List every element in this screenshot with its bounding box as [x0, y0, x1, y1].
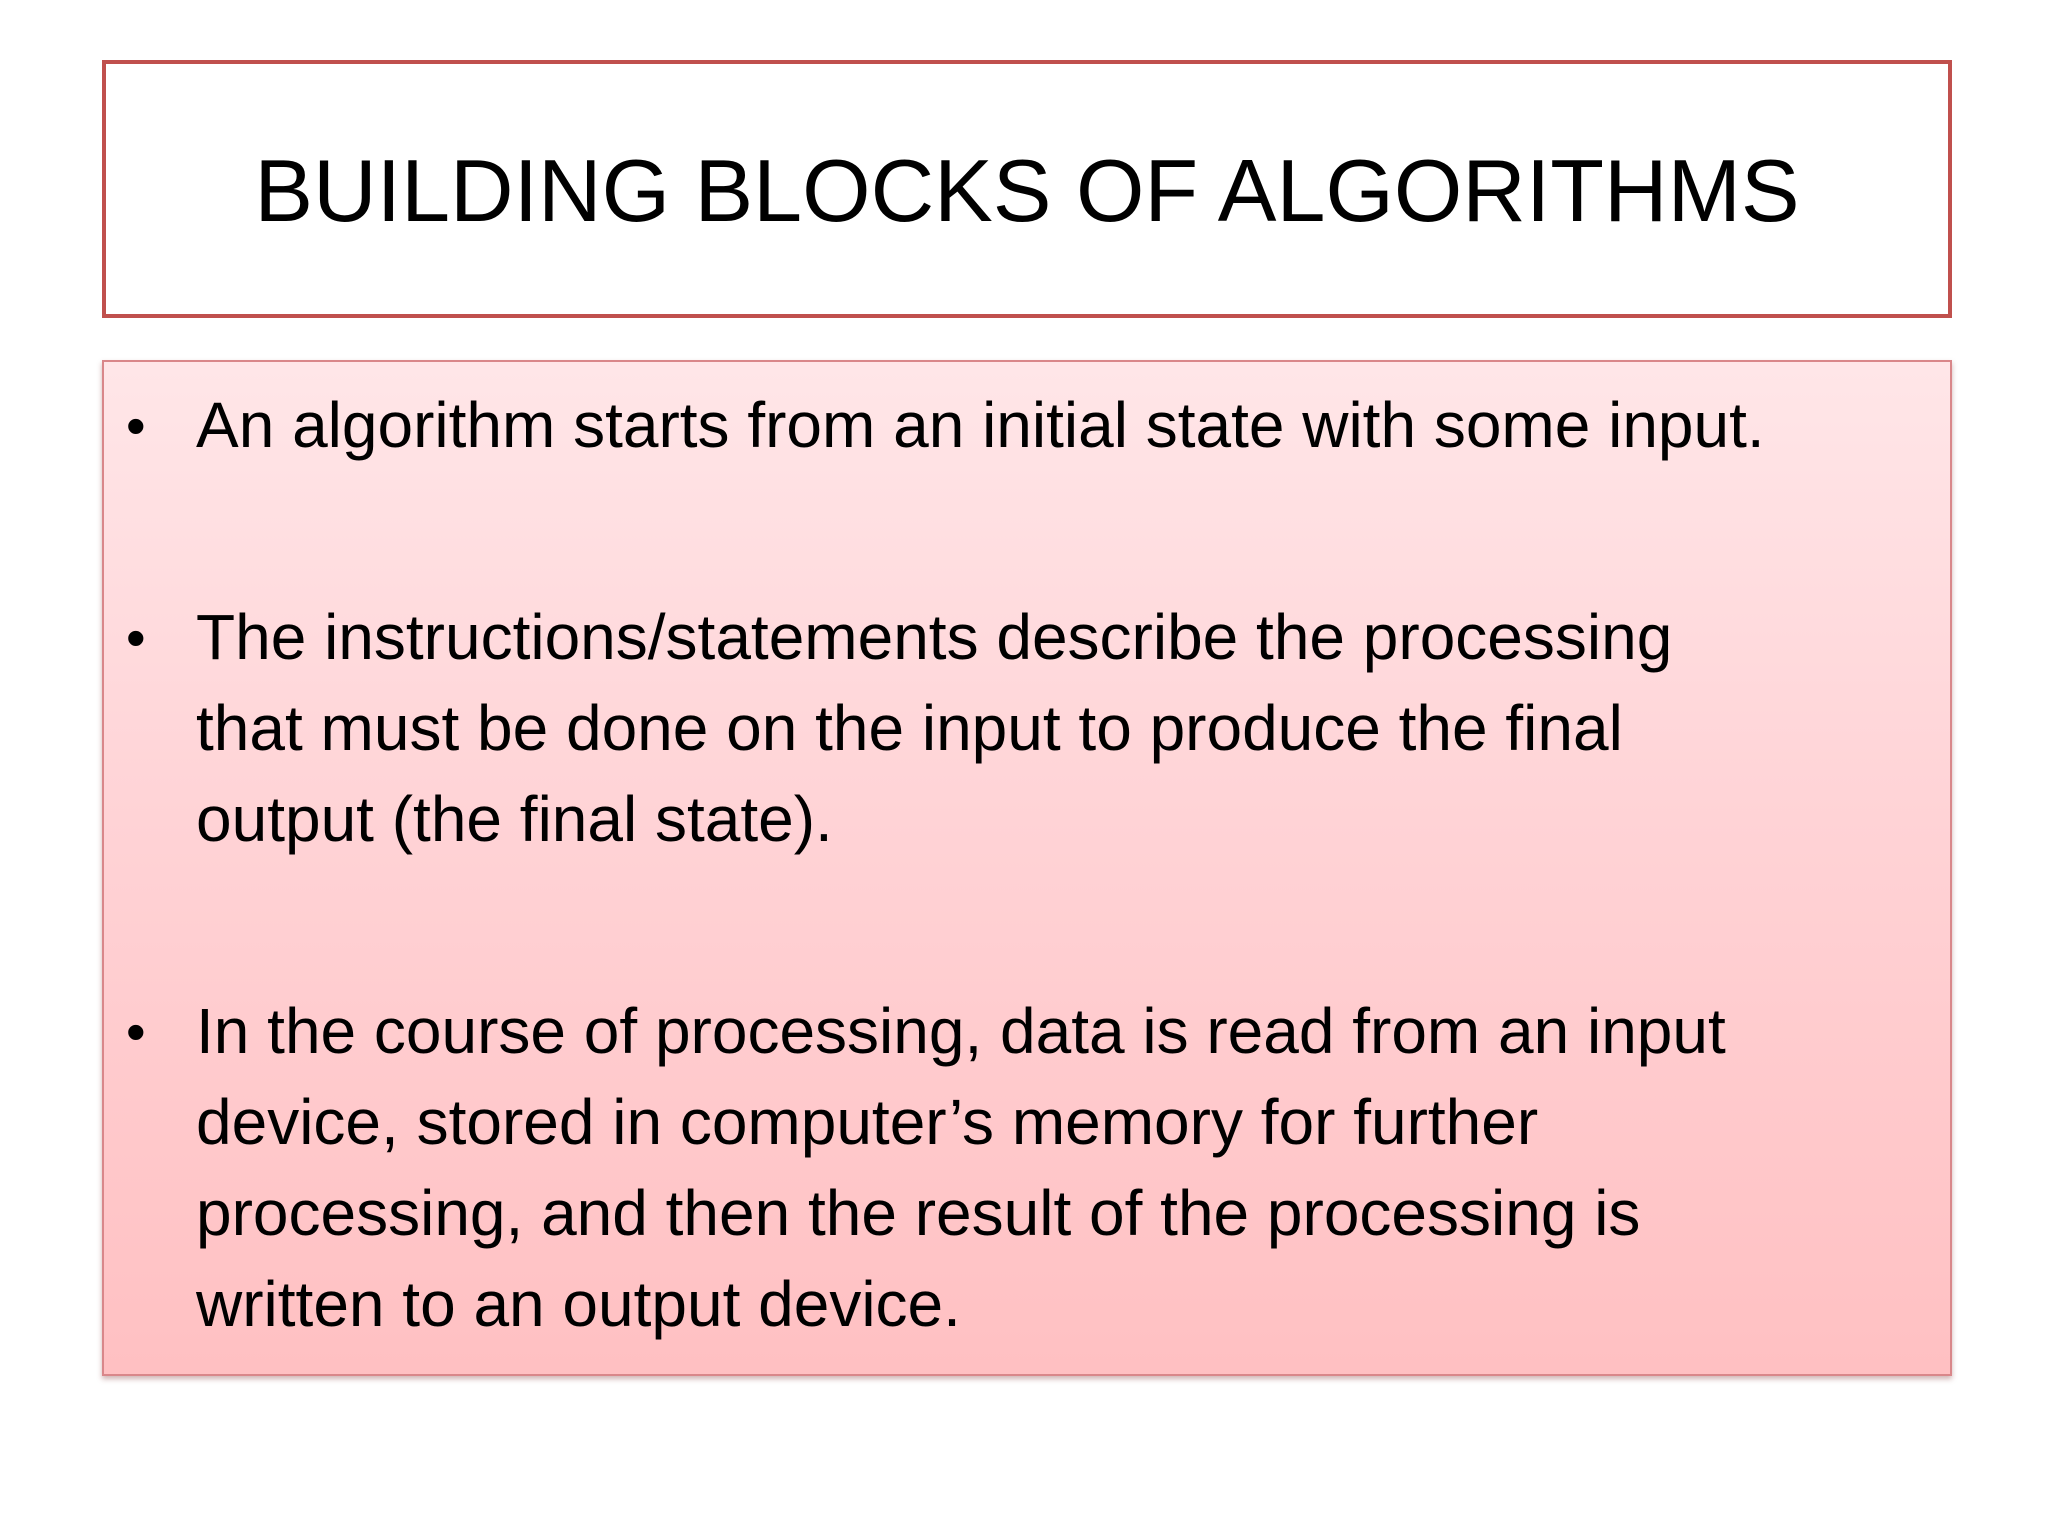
bullet-text: The instructions/statements describe the processing that must be done on the input to produce the final output (the final state). [196, 601, 1673, 855]
slide-title: BUILDING BLOCKS OF ALGORITHMS [254, 141, 1800, 240]
title-box [102, 60, 1952, 318]
bullet-dot-icon: • [126, 394, 146, 457]
bullet-dot-icon: • [126, 1000, 146, 1063]
content-box [102, 360, 1952, 1376]
bullet-text: An algorithm starts from an initial state with some input. [196, 389, 1765, 461]
bullet-dot-icon: • [126, 606, 146, 669]
bullet-text: In the course of processing, data is read from an input device, stored in computer’s memory for further processing, and then the result of the processing is written to an output device. [196, 995, 1726, 1340]
